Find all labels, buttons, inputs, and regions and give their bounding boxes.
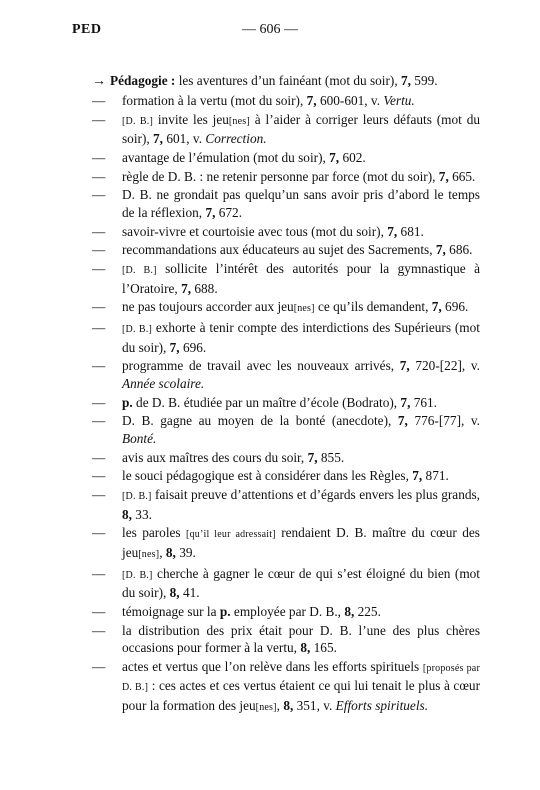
index-entry: [60, 622, 480, 657]
entry-text: 7,: [329, 149, 340, 165]
running-head: PED: [72, 22, 102, 37]
entry-text: 8,: [300, 640, 311, 655]
entry-text: 855.: [317, 449, 345, 465]
page-number: — 606 —: [242, 22, 298, 37]
index-entry: [60, 603, 480, 620]
index-entry: [60, 92, 480, 109]
entry-text: D. B. ne grondait pas quelqu’un sans avoir pris d’abord le temps de la réflexion,: [122, 187, 480, 220]
entry-text: 601, v.: [163, 131, 206, 146]
entry-text: [D. B.]: [122, 324, 152, 336]
entry-dash: —: [92, 658, 106, 674]
entry-text: 165.: [310, 640, 337, 655]
entry-text: ne pas toujours accorder aux jeu: [122, 299, 294, 315]
entry-text: 7,: [307, 449, 318, 465]
entry-text: p.: [219, 603, 231, 619]
entry-text: [nes]: [293, 303, 315, 315]
entry-text: 41.: [179, 585, 200, 600]
index-entry: [60, 357, 480, 392]
entry-dash: —: [92, 394, 106, 410]
entry-text: Correction.: [205, 131, 267, 146]
arrow-right-icon: [92, 72, 110, 90]
entry-dash: —: [92, 487, 106, 503]
entry-text: Vertu.: [383, 92, 415, 108]
entry-text: sollicite l’intérêt des autorités pour la gymnastique à l’Oratoire,: [122, 261, 480, 296]
arrow-glyph: →: [92, 74, 106, 89]
entry-text: faisait preuve d’attentions et d’égards envers les plus grands,: [151, 487, 480, 503]
entry-text: 7,: [401, 73, 411, 88]
entry-text: 8,: [344, 603, 355, 619]
entry-dash: —: [92, 111, 106, 127]
entry-dash: —: [92, 223, 106, 239]
entry-text: 871.: [422, 468, 449, 484]
entry-text: 720-[22], v.: [409, 358, 480, 374]
entry-dash: —: [92, 413, 106, 429]
entry-text: 39.: [175, 544, 196, 560]
entry-text: invite les jeu: [153, 111, 229, 127]
entry-text: à l’aider à corriger leurs défauts (mot du soir),: [122, 111, 481, 146]
index-entry: [60, 412, 480, 447]
entry-text: règle de D. B. : ne retenir personne par force (mot du soir),: [122, 168, 439, 184]
entry-text: [qu’il leur adressait]: [186, 529, 276, 541]
entry-text: 599.: [410, 73, 438, 88]
entry-dash: —: [92, 358, 106, 374]
entry-text: 7,: [205, 204, 216, 220]
entry-text: 8,: [169, 585, 180, 600]
entry-text: 7,: [412, 468, 423, 484]
entry-dash: —: [92, 299, 106, 315]
entry-text: ce qu’ils demandent,: [314, 299, 432, 315]
entry-text: avantage de l’émulation (mot du soir),: [122, 149, 330, 165]
entry-text: 7,: [399, 358, 410, 374]
entry-dash: —: [92, 92, 106, 108]
entry-text: : ces actes et ces vertus étaient ce qui lui tenait le plus à cœur pour la formation des jeu: [122, 678, 481, 713]
entry-text: D. B. gagne au moyen de la bonté (anecdote),: [122, 413, 398, 429]
entry-text: 7,: [438, 168, 449, 184]
entry-dash: —: [92, 320, 106, 336]
entry-text: 7,: [181, 280, 192, 296]
entry-text: 33.: [131, 506, 152, 522]
entry-text: 681.: [397, 223, 424, 239]
entry-dash: —: [92, 187, 106, 203]
entry-text: de D. B. étudiée par un maître d’école (Bodrato),: [132, 394, 401, 410]
entry-text: 672.: [215, 204, 243, 220]
entry-text: 7,: [397, 413, 408, 429]
entry-text: 8,: [122, 506, 132, 522]
entry-dash: —: [92, 449, 106, 465]
entry-text: actes et vertus que l’on relève dans les efforts spirituels: [122, 658, 423, 674]
entry-text: 696.: [441, 299, 469, 315]
entry-text: [D. B.]: [122, 265, 157, 277]
index-entry: [60, 260, 480, 297]
entry-text: 696.: [179, 339, 207, 355]
index-entry: [60, 298, 480, 317]
index-entry: [60, 467, 480, 484]
entry-text: [D. B.]: [122, 115, 153, 127]
index-entry: [60, 565, 480, 602]
entry-text: [nes]: [138, 548, 160, 560]
page-header: [72, 22, 468, 42]
entry-dash: —: [92, 525, 106, 541]
entry-text: 8,: [283, 697, 294, 713]
entry-dash: —: [92, 468, 106, 484]
entry-text: 688.: [191, 280, 218, 296]
entry-dash: —: [92, 242, 106, 258]
entry-text: rendaient D. B. maître du cœur des jeu: [122, 525, 480, 560]
entry-text: programme de travail avec les nouveaux arrivés,: [122, 358, 400, 374]
entry-text: 602.: [339, 149, 366, 165]
entry-text: avis aux maîtres des cours du soir,: [122, 449, 308, 465]
entry-text: Efforts spirituels.: [335, 697, 429, 713]
index-entry: [60, 111, 480, 148]
entry-text: le souci pédagogique est à considérer dans les Règles,: [122, 468, 413, 484]
entry-dash: —: [92, 168, 106, 184]
entry-dash: —: [92, 149, 106, 165]
entry-text: 600-601, v.: [316, 92, 384, 108]
entry-text: 7,: [387, 223, 398, 239]
entry-text: ,: [159, 544, 166, 560]
entry-text: employée par D. B.,: [230, 603, 345, 619]
entry-text: 7,: [306, 92, 317, 108]
entry-text: la distribution des prix était pour D. B. l’une des plus chères occasions pour former à la vertu,: [122, 622, 480, 655]
entry-text: formation à la vertu (mot du soir),: [122, 92, 307, 108]
entry-text: ,: [276, 697, 284, 713]
entry-text: [D. B.]: [122, 491, 152, 503]
entry-text: 8,: [165, 544, 176, 560]
entry-text: les aventures d’un fainéant (mot du soir),: [175, 73, 401, 88]
index-entry: [60, 186, 480, 221]
index-entry: [60, 449, 480, 466]
index-entry: [60, 658, 480, 716]
entry-text: 665.: [448, 168, 476, 184]
index-entry: [60, 524, 480, 563]
entry-text: 7,: [400, 394, 411, 410]
entry-dash: —: [92, 603, 106, 619]
entry-text: Bonté.: [122, 430, 157, 446]
entry-text: 686.: [445, 242, 473, 258]
index-entry: [60, 486, 480, 523]
index-entry: [60, 223, 480, 240]
entry-text: cherche à gagner le cœur de qui s’est éloigné du bien (mot du soir),: [122, 565, 480, 600]
entry-text: Année scolaire.: [122, 375, 205, 391]
index-entry: [60, 319, 480, 356]
index-entry: [60, 149, 480, 166]
index-entry: [60, 72, 480, 90]
entry-text: témoignage sur la: [122, 603, 220, 619]
entry-text: exhorte à tenir compte des interdictions des Supérieurs (mot du soir),: [122, 320, 480, 355]
entry-dash: —: [92, 622, 106, 638]
entry-text: 7,: [431, 299, 442, 315]
entry-text: 7,: [435, 242, 446, 258]
entry-text: 761.: [410, 394, 437, 410]
entry-text: [nes]: [228, 115, 250, 127]
index-entry: [60, 241, 480, 258]
entry-text: [D. B.]: [122, 569, 153, 581]
entry-text: 7,: [169, 339, 180, 355]
entry-text: [nes]: [255, 701, 277, 713]
entry-text: 7,: [153, 131, 164, 146]
entry-text: 225.: [354, 603, 381, 619]
entry-dash: —: [92, 261, 106, 277]
entry-text: [proposés par D. B.]: [122, 662, 480, 694]
entry-heading: Pédagogie :: [110, 73, 176, 88]
entry-text: 351, v.: [293, 697, 336, 713]
index-entry: [60, 168, 480, 185]
entry-text: recommandations aux éducateurs au sujet des Sacrements,: [122, 242, 436, 258]
entry-text: 776-[77], v.: [407, 413, 480, 429]
entry-text: p.: [122, 394, 133, 410]
entry-text: savoir-vivre et courtoisie avec tous (mot du soir),: [122, 223, 388, 239]
entry-dash: —: [92, 565, 106, 581]
entry-text: les paroles: [122, 525, 187, 541]
index-entries: [60, 72, 480, 717]
index-entry: [60, 394, 480, 411]
